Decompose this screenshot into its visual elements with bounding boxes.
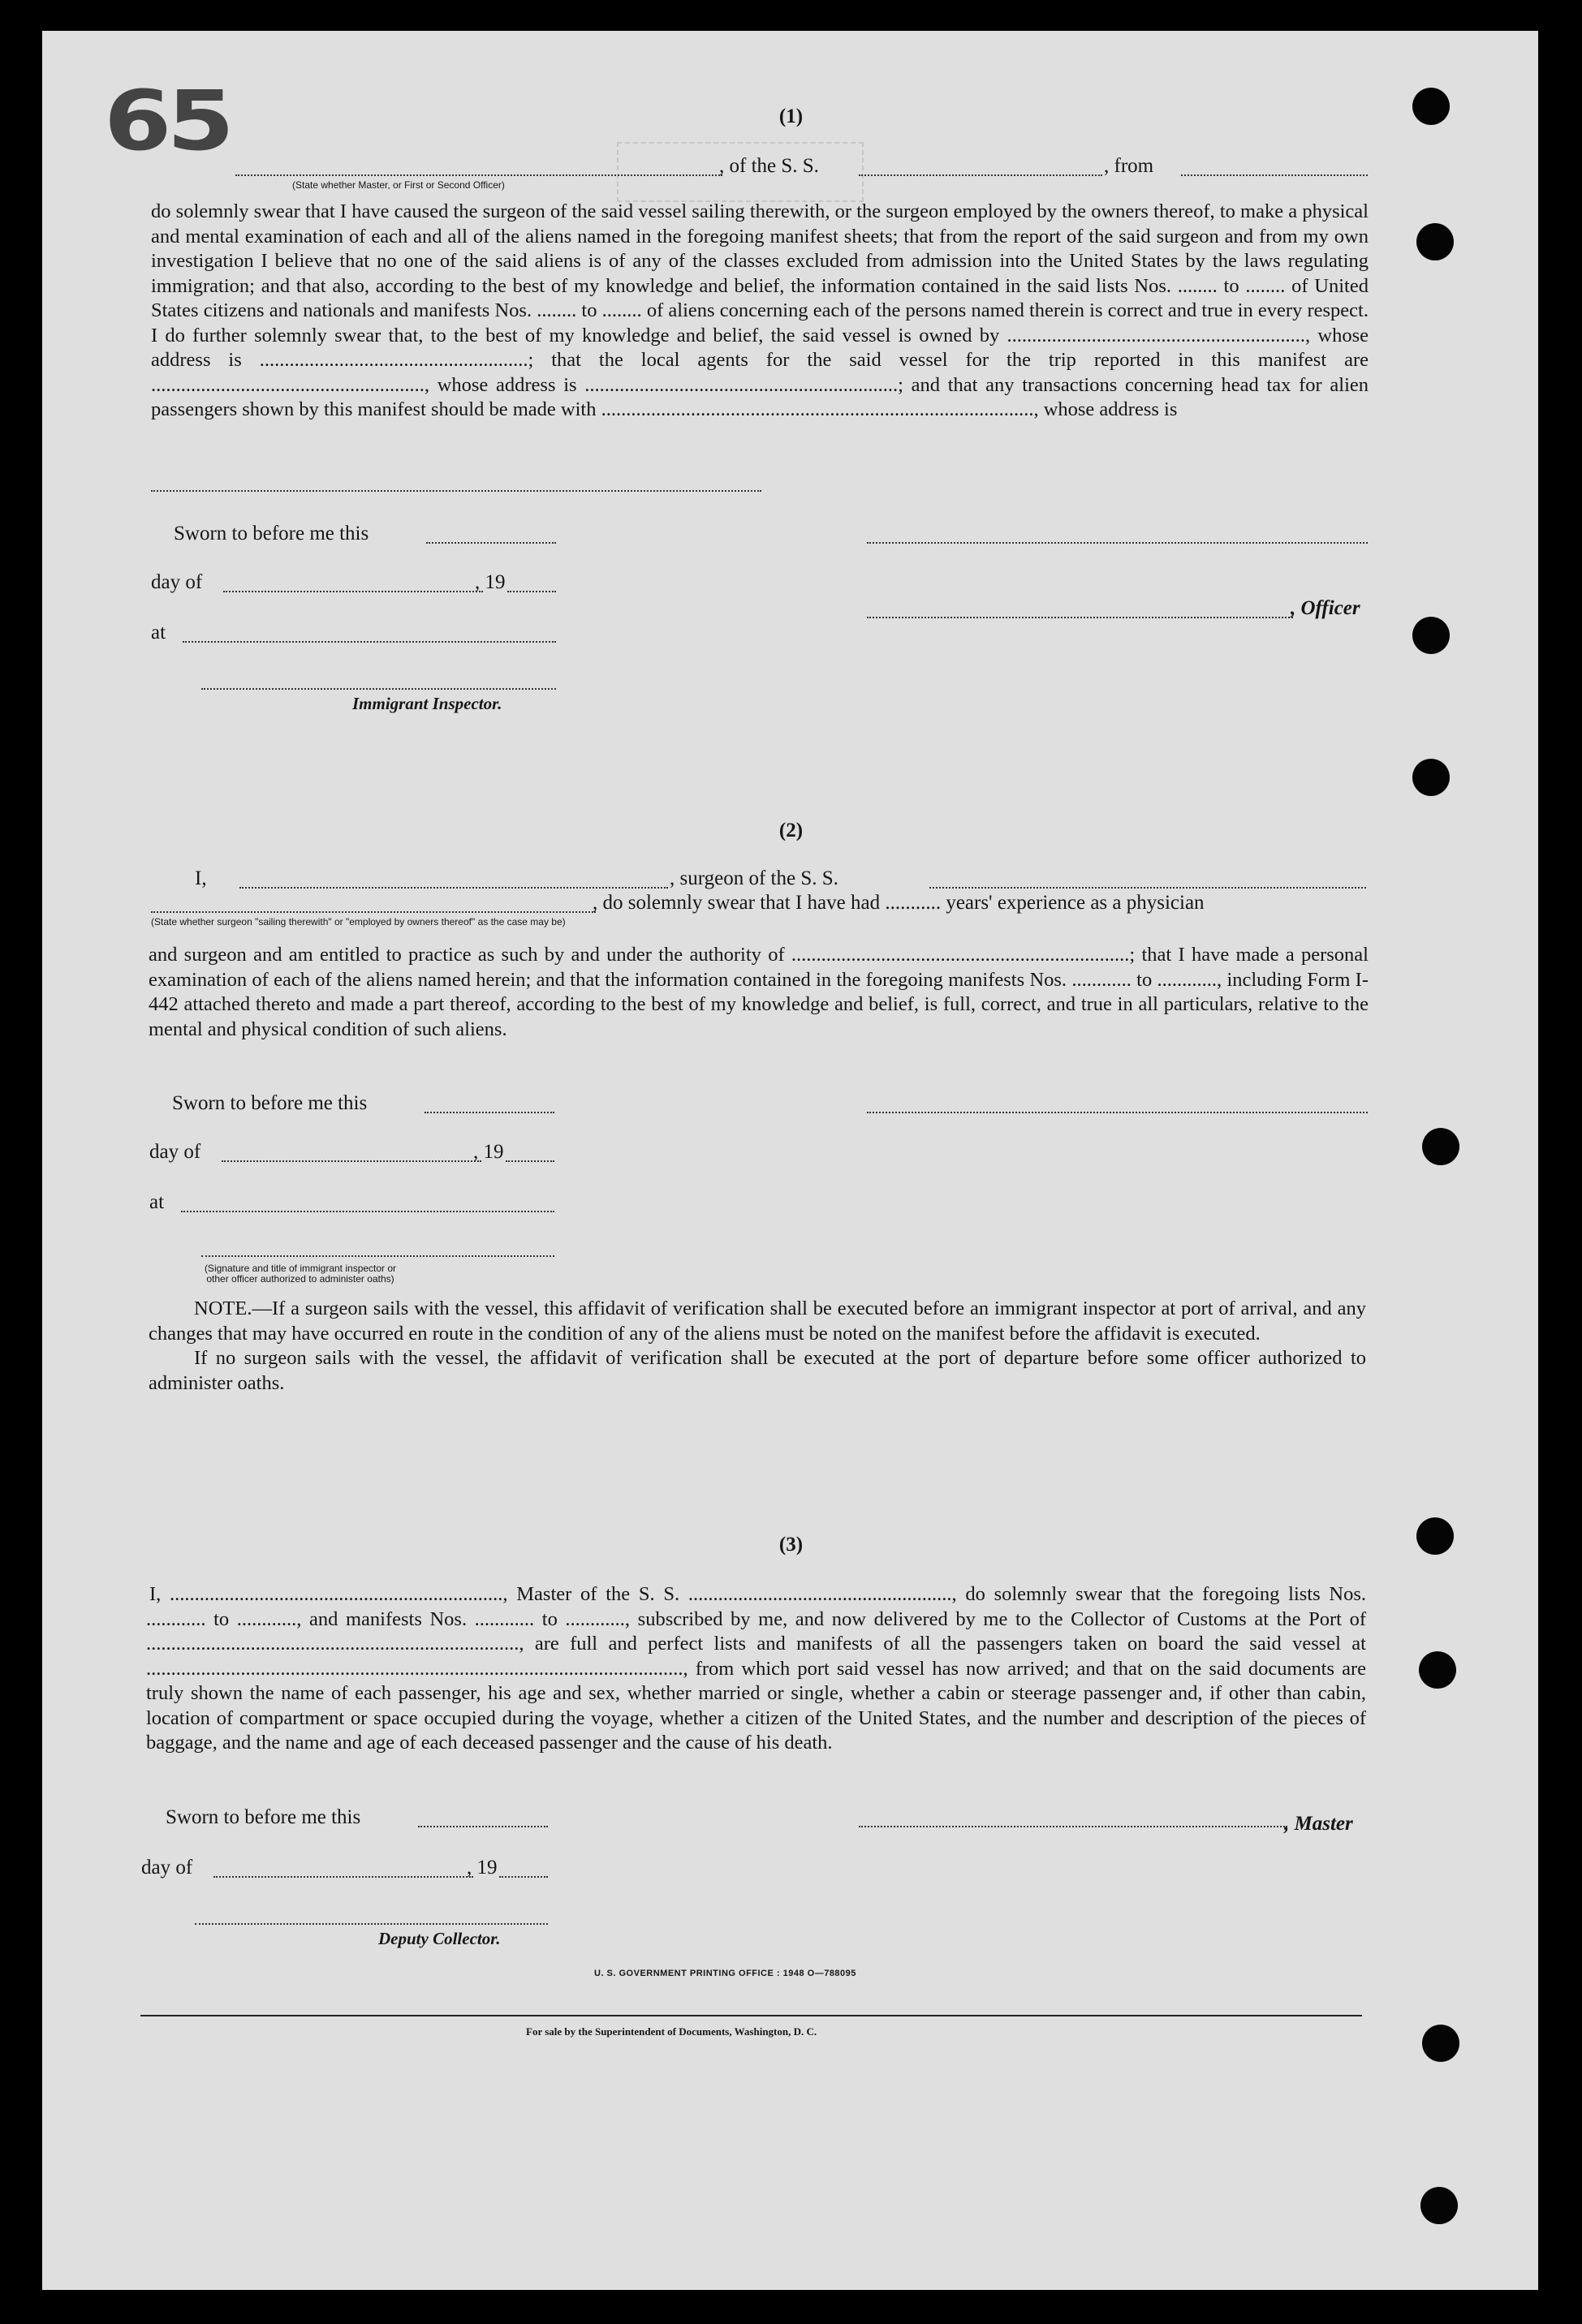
section1-vessel-blank: [859, 174, 1102, 176]
section1-rank-blank: [235, 174, 722, 176]
section1-from-blank: [1181, 174, 1368, 176]
section1-rank-caption: (State whether Master, or First or Second Officer): [292, 179, 505, 191]
section1-inspector-blank: [201, 688, 556, 690]
section1-year-blank: [507, 591, 556, 592]
section1-sworn-label: Sworn to before me this: [174, 523, 369, 544]
section2-signature-caption: (Signature and title of immigrant inspector or other officer authorized to administer oaths): [204, 1263, 397, 1285]
section3-deputy-label: Deputy Collector.: [378, 1929, 501, 1948]
punch-hole: [1422, 2025, 1459, 2062]
punch-hole: [1420, 2187, 1458, 2224]
section1-day-label: day of: [151, 571, 203, 593]
section3-year-label: , 19: [467, 1857, 498, 1879]
section1-day-blank: [223, 591, 483, 592]
punch-hole: [1422, 1128, 1459, 1165]
section1-heading: (1): [778, 105, 804, 127]
section2-at-label: at: [149, 1191, 165, 1213]
section2-inspector-blank: [201, 1255, 554, 1257]
section1-address-blank: [151, 490, 761, 492]
section3-body: [146, 1582, 1366, 1756]
section1-at-label: at: [151, 622, 166, 643]
section2-status-caption: (State whether surgeon "sailing therewith" or "employed by owners thereof" as the case may be): [151, 916, 566, 927]
section1-officer-label: , Officer: [1291, 597, 1360, 619]
section3-day-label: day of: [141, 1857, 193, 1879]
section1-sworn-blank: [426, 542, 556, 544]
section3-sworn-blank: [418, 1826, 548, 1827]
section2-day-label: day of: [149, 1141, 201, 1163]
section2-note2: If no surgeon sails with the vessel, the affidavit of verification shall be executed at the port of departure before some officer authorized to administer oaths.: [149, 1347, 1366, 1394]
section1-inspector-label: Immigrant Inspector.: [352, 694, 502, 713]
section1-body: [151, 200, 1369, 423]
section1-of-ss: , of the S. S.: [719, 155, 819, 177]
section3-heading: (3): [778, 1534, 804, 1556]
punch-hole: [1412, 617, 1450, 654]
section2-year-label: , 19: [473, 1141, 504, 1163]
section2-notes: [149, 1297, 1366, 1396]
section1-body-text: do solemnly swear that I have caused the surgeon of the said vessel sailing therewith, or the surgeon employed by the owners thereof, to make a physical and mental examination of each and all of the aliens named in the foregoing manifest sheets; that from the report of the said surgeon and from my own investigation I believe that no one of the said aliens is of any of the classes excluded from admission into the United States by the laws regulating immigration; and that also, according to the best of my knowledge and belief, the information contained in the said lists Nos. ........ to ........ of United States citizens and nationals and manifests Nos. ........ to ........ of aliens concerning each of the persons named therein is correct and true in every respect. I do further solemnly swear that, to the best of my knowledge and belief, the said vessel is owned by ............................................................, whose address is ......................................................; that the local agents for the said vessel for the trip reported in this manifest are ......................................................., whose address is ...............................................................; and that any transactions concerning head tax for alien passengers shown by this manifest should be made with ......................................................................................., whose address is: [151, 200, 1369, 420]
section2-note1: NOTE.—If a surgeon sails with the vessel, this affidavit of verification shall be executed before an immigrant inspector at port of arrival, and any changes that may have occurred en route in the condition of any of the aliens must be noted on the manifest before the affidavit is executed.: [149, 1298, 1366, 1345]
page-stamp-number: 65: [104, 73, 230, 170]
section1-officer-blank: [867, 617, 1293, 618]
punch-hole: [1416, 223, 1454, 260]
section3-year-blank: [499, 1876, 548, 1878]
section2-name-blank: [239, 887, 668, 889]
section3-sworn-label: Sworn to before me this: [166, 1806, 361, 1828]
section2-sworn-blank: [425, 1112, 554, 1113]
section2-year-blank: [506, 1160, 554, 1162]
section1-from: , from: [1104, 155, 1154, 177]
section2-vessel-blank: [929, 887, 1366, 889]
section2-body: [149, 943, 1369, 1042]
section2-swear: , do solemnly swear that I have had ........... years' experience as a physician: [593, 892, 1205, 914]
section3-master-label: , Master: [1284, 1813, 1353, 1835]
section2-at-blank: [181, 1211, 554, 1212]
section3-master-blank: [859, 1826, 1287, 1827]
section1-year-label: , 19: [475, 571, 506, 593]
section2-heading: (2): [778, 820, 804, 841]
section2-surgeon-of: , surgeon of the S. S.: [670, 867, 838, 889]
section2-status-blank: [151, 911, 596, 913]
section2-signature-blank: [867, 1112, 1368, 1113]
section2-sworn-label: Sworn to before me this: [172, 1092, 368, 1114]
section3-body-text: I, ..................................................................., Master of the S. S. ....................................................., do solemnly swear that the foregoing lists Nos. ............ to ............, and manifests Nos. ............ to ............, subscribed by me, and now delivered by me to the Collector of Customs at the Port of ..........................................................................., are full and perfect lists and manifests of all the passengers taken on board the said vessel at ............................................................................................................, from which port said vessel has now arrived; and that on the said documents are truly shown the name of each passenger, his age and sex, whether married or single, whether a cabin or steerage passenger and, if other than cabin, location of compartment or space occupied during the voyage, whether a citizen of the United States, and the number and description of the pieces of baggage, and the name and age of each deceased passenger and the cause of his death.: [146, 1583, 1366, 1754]
section3-deputy-blank: [195, 1923, 548, 1925]
punch-hole: [1412, 759, 1450, 796]
section2-body-text: and surgeon and am entitled to practice as such by and under the authority of ....................................................................; that I have made a personal examination of each of the aliens named herein; and that the information contained in the foregoing manifests Nos. ............ to ............, including Form I-442 attached thereto and made a part thereof, according to the best of my knowledge and belief, is full, correct, and true in all particulars, relative to the mental and physical condition of such aliens.: [149, 944, 1369, 1040]
printing-office-imprint: U. S. GOVERNMENT PRINTING OFFICE : 1948 O—788095: [594, 1969, 856, 1978]
section1-signature-blank: [867, 542, 1368, 544]
section2-day-blank: [222, 1160, 481, 1162]
section3-day-blank: [213, 1876, 473, 1878]
section1-at-blank: [183, 641, 556, 643]
footer-rule: [140, 2015, 1362, 2016]
sale-notice: For sale by the Superintendent of Documents, Washington, D. C.: [526, 2025, 817, 2038]
punch-hole: [1419, 1651, 1456, 1689]
section2-i-label: I,: [195, 867, 207, 889]
